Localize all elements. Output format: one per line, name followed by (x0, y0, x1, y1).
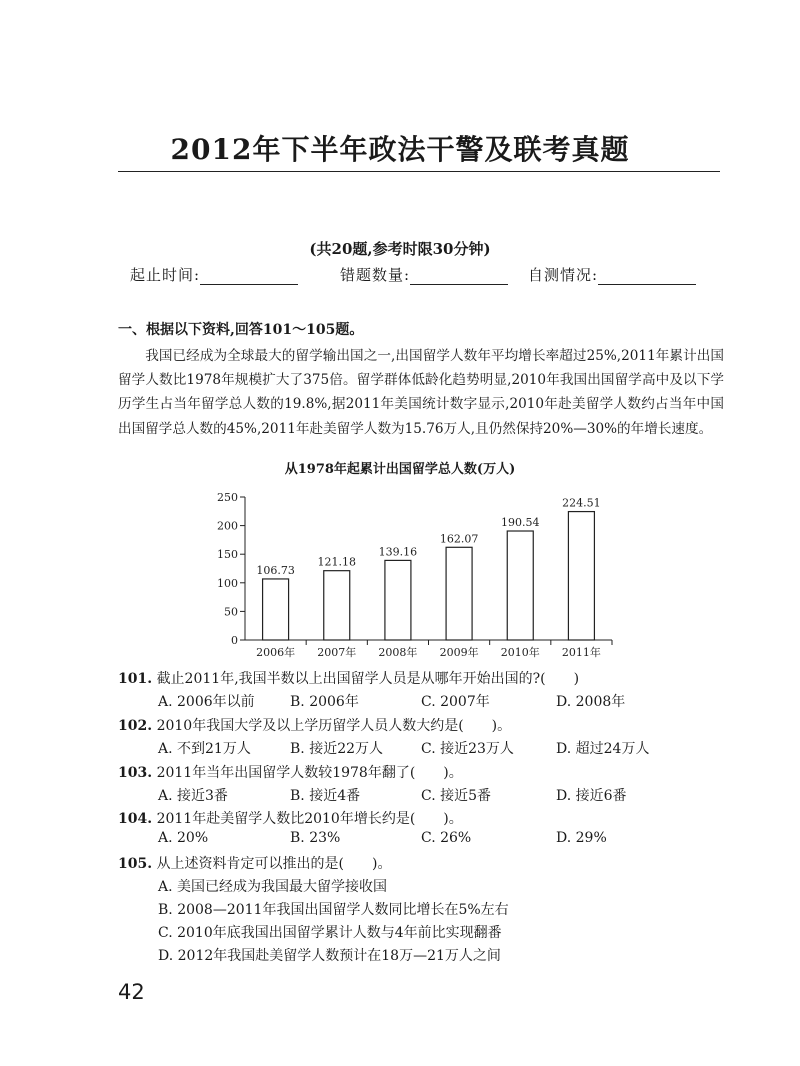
bar (568, 512, 594, 640)
question-stem: 2011年赴美留学人数比2010年增长约是( )。 (156, 811, 463, 827)
option-c[interactable]: C. 接近5番 (421, 788, 492, 804)
bar (507, 531, 533, 640)
y-tick-label: 250 (217, 491, 238, 504)
option-a[interactable]: A. 接近3番 (158, 788, 228, 804)
passage-text: 我国已经成为全球最大的留学输出国之一,出国留学人数年平均增长率超过25%,2011年累计出国留学人数比1978年规模扩大了375倍。留学群体低龄化趋势明显,2010年我国出国留学高中及以下学历学生占当年留学总人数的19.8%,据2011年美国统计数字显示,2010年赴美留学人数约占当年中国出国留学总人数的45%,2011年赴美留学人数为15.76万人,且仍然保持20%—30%的年增长速度。 (118, 348, 724, 437)
option-a[interactable]: A. 20% (158, 830, 209, 846)
option-d[interactable]: D. 超过24万人 (556, 741, 650, 757)
option-b[interactable]: B. 接近4番 (290, 788, 361, 804)
question-105 (118, 853, 392, 873)
x-tick-label: 2011年 (561, 646, 601, 659)
question-number: 104. (118, 811, 153, 827)
x-tick-label: 2006年 (256, 646, 296, 659)
question-103 (118, 762, 463, 782)
bar-value-label: 139.16 (378, 545, 418, 559)
y-tick-label: 150 (217, 548, 238, 562)
option-a[interactable]: A. 不到21万人 (158, 741, 251, 757)
option-d[interactable]: D. 29% (556, 830, 607, 846)
option-b[interactable]: B. 2008—2011年我国出国留学人数同比增长在5%左右 (158, 902, 509, 918)
bar (446, 547, 472, 640)
question-number: 105. (118, 856, 153, 872)
page-title: 2012年下半年政法干警及联考真题 (170, 133, 630, 166)
option-c[interactable]: C. 接近23万人 (421, 741, 514, 757)
chart-title: 从1978年起累计出国留学总人数(万人) (284, 462, 516, 477)
option-c[interactable]: C. 2010年底我国出国留学累计人数与4年前比实现翻番 (158, 925, 502, 941)
bar (385, 560, 411, 640)
y-tick-label: 100 (217, 576, 238, 590)
question-stem: 截止2011年,我国半数以上出国留学人员是从哪年开始出国的?( ) (156, 671, 580, 687)
bar-value-label: 224.51 (562, 496, 601, 510)
x-tick-label: 2008年 (378, 646, 418, 659)
option-c[interactable]: C. 26% (421, 830, 472, 846)
bar-value-label: 162.07 (439, 532, 479, 546)
question-stem: 2011年当年出国留学人数较1978年翻了( )。 (156, 765, 463, 781)
x-tick-label: 2010年 (500, 646, 540, 659)
record-label: 自测情况: (528, 266, 599, 284)
option-d[interactable]: D. 接近6番 (556, 788, 627, 804)
x-tick-label: 2009年 (439, 646, 479, 659)
question-stem: 从上述资料肯定可以推出的是( )。 (156, 856, 392, 872)
exam-subtitle: (共20题,参考时限30分钟) (309, 240, 491, 258)
bar (324, 571, 350, 640)
y-tick-label: 50 (224, 605, 238, 619)
option-c[interactable]: C. 2007年 (421, 694, 490, 710)
record-label: 起止时间: (130, 266, 201, 284)
option-b[interactable]: B. 2006年 (290, 694, 359, 710)
bar-value-label: 121.18 (317, 555, 356, 569)
y-tick-label: 200 (217, 519, 238, 533)
option-a[interactable]: A. 美国已经成为我国最大留学接收国 (158, 879, 388, 895)
bar (263, 579, 289, 640)
question-101 (118, 668, 579, 688)
option-b[interactable]: B. 23% (290, 830, 341, 846)
bar-value-label: 190.54 (501, 516, 540, 530)
page-number: 42 (118, 980, 145, 1004)
question-number: 101. (118, 671, 153, 687)
x-tick-label: 2007年 (317, 646, 357, 659)
option-b[interactable]: B. 接近22万人 (290, 741, 384, 757)
y-tick-label: 0 (231, 634, 238, 647)
option-a[interactable]: A. 2006年以前 (158, 694, 255, 710)
question-number: 102. (118, 718, 153, 734)
question-102 (118, 715, 511, 735)
question-stem: 2010年我国大学及以上学历留学人员人数大约是( )。 (156, 718, 512, 734)
option-d[interactable]: D. 2008年 (556, 694, 626, 710)
bar-value-label: 106.73 (256, 563, 295, 577)
record-label: 错题数量: (340, 266, 411, 284)
option-d[interactable]: D. 2012年我国赴美留学人数预计在18万—21万人之间 (158, 948, 501, 964)
section-heading: 一、根据以下资料,回答101～105题。 (118, 322, 364, 338)
question-104 (118, 808, 463, 828)
question-number: 103. (118, 765, 153, 781)
